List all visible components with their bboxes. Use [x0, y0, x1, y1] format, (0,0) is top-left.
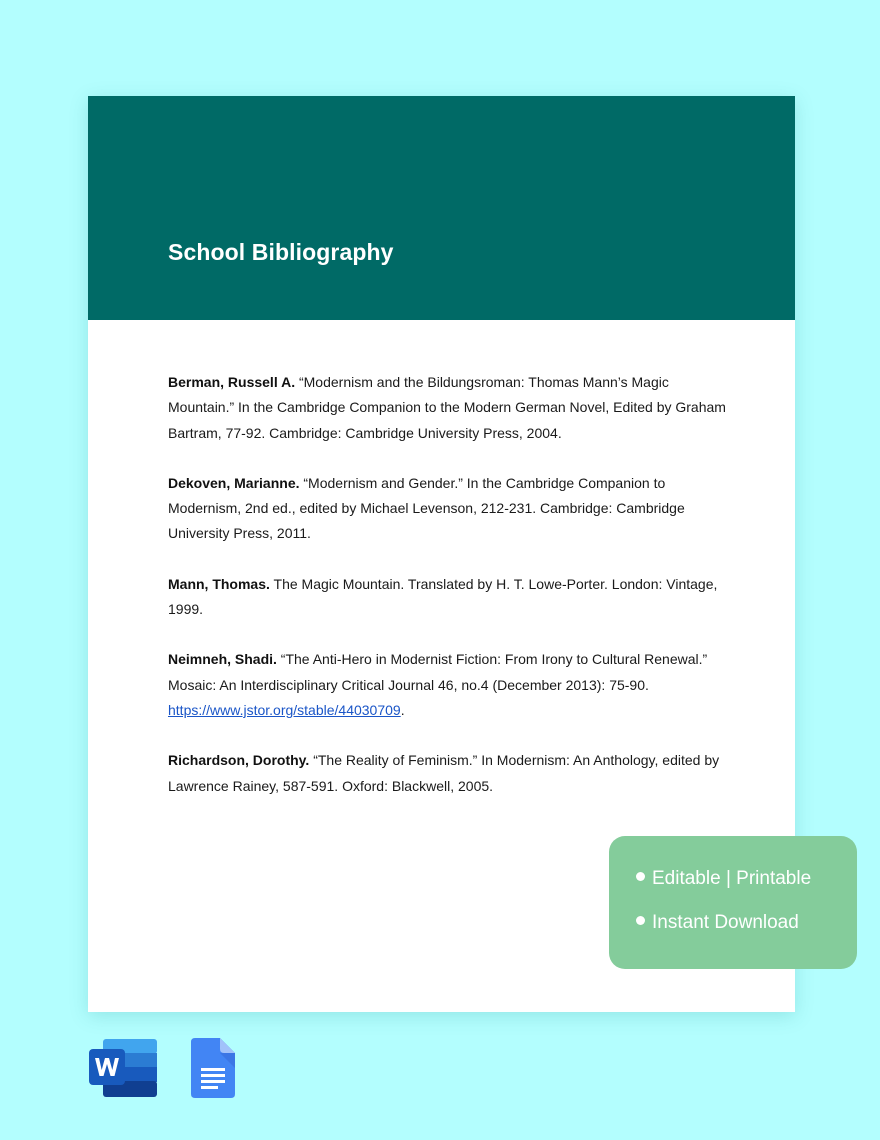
badge-item-label: Editable | Printable	[652, 868, 812, 889]
bibliography-entry	[168, 572, 728, 623]
bibliography-entry	[168, 647, 728, 723]
document-title: School Bibliography	[168, 239, 394, 265]
entry-text: “Modernism and the Bildungsroman: Thomas Mann’s Magic Mountain.” In the Cambridge Companion to the Modern German Novel, Edited by Graham Bartram, 77-92. Cambridge: Cambridge University Press, 2004.	[168, 374, 726, 441]
bibliography-entry	[168, 370, 728, 446]
bibliography-entry	[168, 471, 728, 547]
entry-author: Richardson, Dorothy.	[168, 752, 310, 769]
entry-text: The Magic Mountain. Translated by H. T. Lowe-Porter. London: Vintage, 1999.	[168, 575, 718, 618]
entry-text: “The Reality of Feminism.” In Modernism: An Anthology, edited by Lawrence Rainey, 587-591. Oxford: Blackwell, 2005.	[168, 752, 720, 794]
entry-author: Neimneh, Shadi.	[168, 651, 277, 668]
bullet-icon	[636, 916, 645, 925]
badge-item-editable	[636, 868, 811, 890]
google-docs-icon[interactable]	[191, 1038, 235, 1098]
bullet-icon	[636, 872, 645, 881]
entry-author: Dekoven, Marianne.	[168, 474, 300, 491]
microsoft-word-icon[interactable]	[89, 1039, 157, 1097]
entry-text: “The Anti-Hero in Modernist Fiction: From Irony to Cultural Renewal.” Mosaic: An Interdisciplinary Critical Journal 46, no.4 (December 2013): 75-90.	[168, 651, 708, 693]
entry-text: “Modernism and Gender.” In the Cambridge Companion to Modernism, 2nd ed., edited by Michael Levenson, 212-231. Cambridge: Cambridge University Press, 2011.	[168, 474, 685, 542]
bibliography-entry	[168, 748, 728, 799]
entry-author: Mann, Thomas.	[168, 575, 270, 592]
features-badge	[609, 836, 857, 969]
document-header	[88, 96, 795, 320]
bibliography-list	[168, 370, 728, 824]
badge-item-download	[636, 912, 799, 934]
entry-link-suffix: .	[400, 701, 405, 718]
entry-link[interactable]: https://www.jstor.org/stable/44030709	[168, 701, 401, 718]
entry-author: Berman, Russell A.	[168, 374, 296, 390]
badge-item-label: Instant Download	[652, 912, 799, 933]
